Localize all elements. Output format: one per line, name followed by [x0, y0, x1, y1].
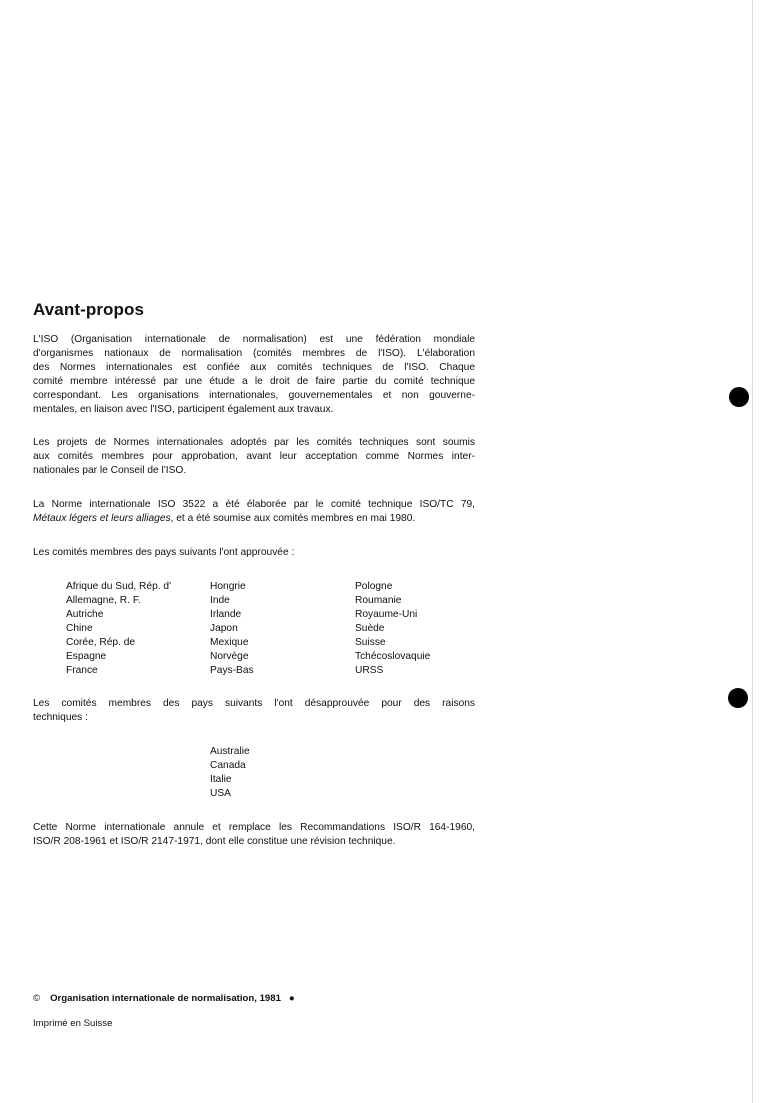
punch-hole-icon: [728, 688, 748, 708]
bullet-icon: ●: [288, 993, 295, 1004]
country-item: URSS: [355, 665, 384, 676]
copyright-icon: ©: [33, 993, 41, 1004]
approved-countries-col1: [66, 580, 171, 678]
text-line: Les comités membres des pays suivants l'ont désapprouvée pour des raisons: [33, 698, 475, 709]
country-item: Corée, Rép. de: [66, 637, 136, 648]
country-item: Allemagne, R. F.: [66, 595, 141, 606]
committee-title: Métaux légers et leurs alliages: [33, 513, 171, 524]
copyright-text: Organisation internationale de normalisation, 1981: [50, 993, 281, 1004]
elaboration-paragraph: [33, 498, 475, 526]
country-item: France: [66, 665, 98, 676]
text-line: ISO/R 208-1961 et ISO/R 2147-1971, dont elle constitue une révision technique.: [33, 836, 396, 847]
country-item: USA: [210, 788, 231, 799]
country-item: Irlande: [210, 609, 242, 620]
country-item: Roumanie: [355, 595, 402, 606]
text-line: techniques :: [33, 712, 88, 723]
country-item: Pologne: [355, 581, 393, 592]
text-line: des Normes internationales est confiée aux comités techniques de l'ISO. Chaque: [33, 362, 475, 373]
text-line: aux comités membres pour approbation, avant leur acceptation comme Normes inter-: [33, 451, 475, 462]
country-item: Afrique du Sud, Rép. d': [66, 581, 172, 592]
country-item: Suisse: [355, 637, 386, 648]
projects-paragraph: [33, 436, 475, 478]
country-item: Japon: [210, 623, 238, 634]
country-item: Espagne: [66, 651, 107, 662]
country-item: Mexique: [210, 637, 249, 648]
text-line: [33, 512, 475, 526]
country-item: Norvège: [210, 651, 249, 662]
text-line: comité membre intéressé par une étude a le droit de faire partie du comité technique: [33, 376, 475, 387]
text-line: d'organismes nationaux de normalisation (comités membres de l'ISO). L'élaboration: [33, 348, 475, 359]
country-item: Hongrie: [210, 581, 246, 592]
text-line: Les comités membres des pays suivants l'ont approuvée :: [33, 547, 295, 558]
approved-countries-col3: [355, 580, 430, 678]
country-item: Inde: [210, 595, 230, 606]
country-item: Pays-Bas: [210, 665, 254, 676]
approved-intro: [33, 546, 475, 560]
country-item: Tchécoslovaquie: [355, 651, 431, 662]
text-fragment: , et a été soumise aux comités membres en mai 1980.: [170, 513, 416, 524]
copyright-footer: [33, 993, 295, 1004]
country-item: Canada: [210, 760, 246, 771]
country-item: Australie: [210, 746, 250, 757]
country-item: Suède: [355, 623, 385, 634]
text-line: nationales par le Conseil de l'ISO.: [33, 465, 187, 476]
country-item: Royaume-Uni: [355, 609, 418, 620]
text-line: correspondant. Les organisations internationales, gouvernementales et non gouverne-: [33, 390, 475, 401]
intro-paragraph: [33, 333, 475, 417]
text-line: Les projets de Normes internationales adoptés par les comités techniques sont soumis: [33, 437, 475, 448]
disapproved-countries: [210, 745, 250, 801]
text-line: L'ISO (Organisation internationale de normalisation) est une fédération mondiale: [33, 334, 475, 345]
replacement-paragraph: [33, 821, 475, 849]
approved-countries-col2: [210, 580, 254, 678]
text-line: La Norme internationale ISO 3522 a été élaborée par le comité technique ISO/TC 79,: [33, 499, 475, 510]
country-item: Italie: [210, 774, 232, 785]
page-edge-divider: [752, 0, 753, 1103]
disapproved-intro: [33, 697, 475, 725]
country-item: Chine: [66, 623, 93, 634]
page-title: Avant-propos: [33, 300, 145, 319]
punch-hole-icon: [729, 387, 749, 407]
text-line: mentales, en liaison avec l'ISO, participent également aux travaux.: [33, 404, 334, 415]
country-item: Autriche: [66, 609, 104, 620]
text-line: Cette Norme internationale annule et remplace les Recommandations ISO/R 164-1960,: [33, 822, 475, 833]
printed-in-note: Imprimé en Suisse: [33, 1018, 113, 1029]
